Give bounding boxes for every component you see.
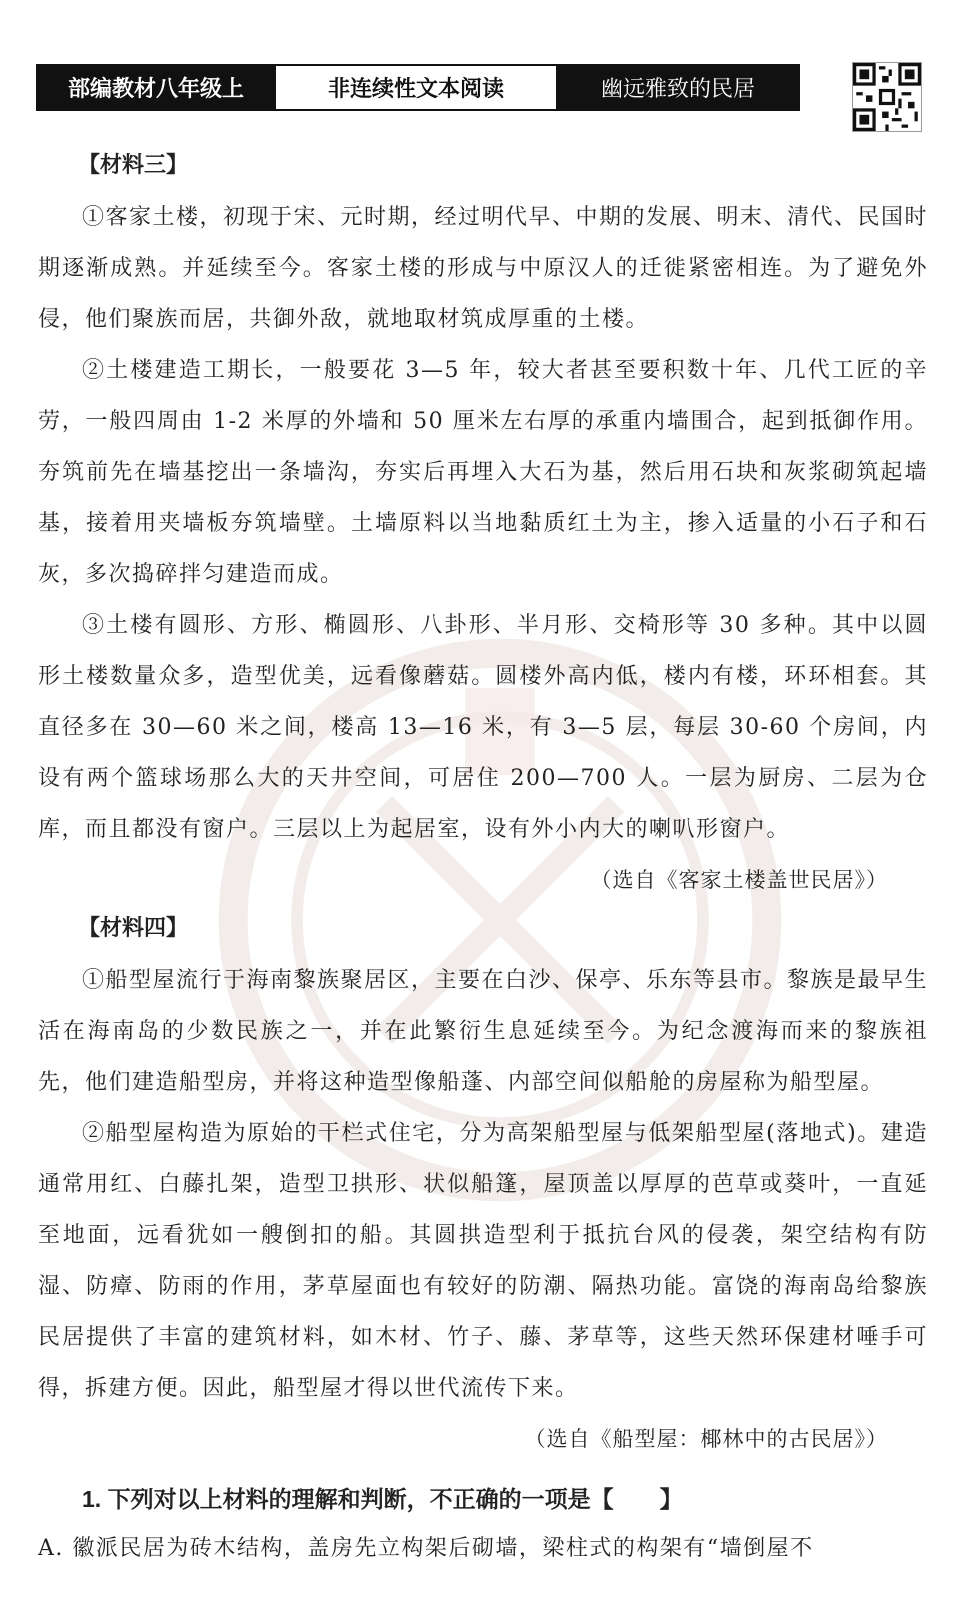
material3-paragraph-1: ①客家土楼，初现于宋、元时期，经过明代早、中期的发展、明末、清代、民国时期逐渐成熟。并延续至今。客家土楼的形成与中原汉人的迁徙紧密相连。为了避免外侵，他们聚族而居，共御外敌，就地取材筑成厚重的土楼。 — [38, 205, 929, 332]
material3-source: （选自《客家土楼盖世民居》） — [590, 868, 888, 892]
qr-code-icon — [852, 62, 922, 132]
header-grade-label: 部编教材八年级上 — [38, 66, 274, 109]
header-unit-label: 幽远雅致的民居 — [558, 66, 798, 109]
material3-paragraph-2: ②土楼建造工期长，一般要花 3—5 年，较大者甚至要积数十年、几代工匠的辛劳，一般四周由 1-2 米厚的外墙和 50 厘米左右厚的承重内墙围合，起到抵御作用。夯筑前先在墙基挖出一条墙沟，夯实后再埋入大石为基，然后用石块和灰浆砌筑起墙基，接着用夹墙板夯筑墙壁。土墙原料以当地黏质红土为主，掺入适量的小石子和石灰，多次捣碎拌匀建造而成。 — [38, 358, 928, 587]
material3-heading: 【材料三】 — [78, 152, 189, 178]
material4-heading: 【材料四】 — [78, 915, 189, 941]
document-body — [38, 148, 928, 1574]
material4-paragraph-2: ②船型屋构造为原始的干栏式住宅，分为高架船型屋与低架船型屋(落地式)。建造通常用红、白藤扎架，造型卫拱形、状似船篷，屋顶盖以厚厚的芭草或葵叶，一直延至地面，远看犹如一艘倒扣的船。其圆拱造型利于抵抗台风的侵袭，架空结构有防湿、防瘴、防雨的作用，茅草屋面也有较好的防潮、隔热功能。富饶的海南岛给黎族民居提供了丰富的建筑材料，如木材、竹子、藤、茅草等，这些天然环保建材唾手可得，拆建方便。因此，船型屋才得以世代流传下来。 — [38, 1121, 928, 1401]
material4-source: （选自《船型屋：椰林中的古民居》） — [524, 1427, 888, 1451]
material4-paragraph-1: ①船型屋流行于海南黎族聚居区，主要在白沙、保亭、乐东等县市。黎族是最早生活在海南岛的少数民族之一，并在此繁衍生息延续至今。为纪念渡海而来的黎族祖先，他们建造船型房，并将这种造型像船蓬、内部空间似船舱的房屋称为船型屋。 — [38, 968, 929, 1095]
material3-paragraph-3: ③土楼有圆形、方形、椭圆形、八卦形、半月形、交椅形等 30 多种。其中以圆形土楼数量众多，造型优美，远看像蘑菇。圆楼外高内低，楼内有楼，环环相套。其直径多在 30—60 米之间，楼高 13—16 米，有 3—5 层，每层 30-60 个房间，内设有两个篮球场那么大的天井空间，可居住 200—700 人。一层为厨房、二层为仓库，而且都没有窗户。三层以上为起居室，设有外小内大的喇叭形窗户。 — [38, 613, 928, 842]
header-topic-label: 非连续性文本阅读 — [274, 66, 558, 109]
header-bar — [36, 64, 800, 111]
question-1: 1. 下列对以上材料的理解和判断，不正确的一项是【 】 — [82, 1486, 683, 1512]
question-1-option-a: A. 徽派民居为砖木结构，盖房先立构架后砌墙，梁柱式的构架有“墙倒屋不 — [38, 1536, 814, 1561]
